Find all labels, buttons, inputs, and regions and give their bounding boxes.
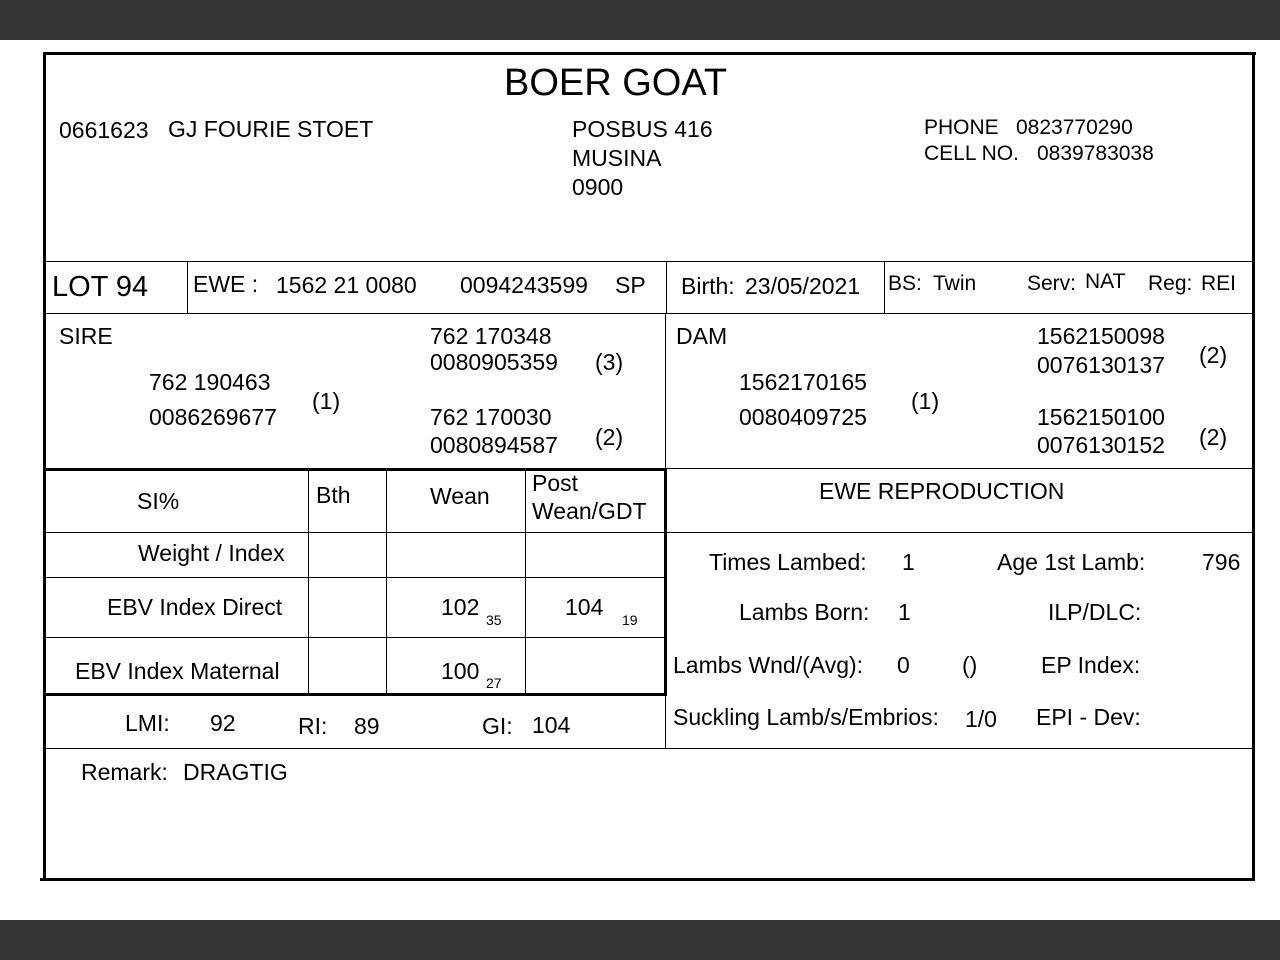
card-border-left [43, 52, 46, 881]
lot-divider-2 [666, 262, 667, 313]
si-table-col-line-3 [525, 470, 526, 694]
ewe-id: 1562 21 0080 [276, 272, 417, 298]
reg-value: REI [1201, 272, 1237, 295]
ewe-label: EWE : [193, 271, 259, 297]
breeder-name: GJ FOURIE STOET [168, 116, 374, 142]
top-band [0, 0, 1280, 40]
ebv-maternal-label: EBV Index Maternal [75, 658, 280, 684]
card-border-bottom [40, 878, 1252, 881]
post-header-line2: Wean/GDT [532, 498, 647, 524]
weight-index-label: Weight / Index [138, 540, 285, 566]
ep-index-label: EP Index: [1041, 652, 1141, 678]
si-table-bottom-line [44, 693, 667, 696]
si-table-row-line-3 [44, 637, 665, 638]
sire-id: 762 190463 [149, 369, 271, 395]
suckling-value: 1/0 [965, 706, 997, 732]
phone-label: PHONE [924, 116, 999, 139]
dam-label: DAM [676, 323, 728, 349]
card-border-top [44, 52, 1256, 55]
ewe-registration: 0094243599 [460, 272, 588, 298]
si-table-row-line-1 [44, 532, 1254, 533]
cell-label: CELL NO. [924, 142, 1019, 165]
times-lambed-label: Times Lambed: [709, 549, 867, 575]
sire-registration: 0086269677 [149, 404, 277, 430]
lmi-value: 92 [210, 710, 236, 736]
suckling-label: Suckling Lamb/s/Embrios: [673, 704, 939, 730]
ebv-direct-wean-accuracy: 35 [486, 612, 502, 628]
dam-dam-grade: (2) [1199, 424, 1228, 450]
gi-value: 104 [532, 712, 571, 738]
ebv-direct-wean: 102 [441, 594, 480, 620]
lambs-weaned-value: 0 [897, 652, 910, 678]
bottom-band [0, 920, 1280, 960]
sire-dam-registration: 0080894587 [430, 432, 558, 458]
si-table-row-line-2 [44, 577, 665, 578]
epi-dev-label: EPI - Dev: [1036, 704, 1141, 730]
lot-number: LOT 94 [52, 271, 149, 303]
si-header: SI% [137, 488, 180, 514]
ebv-maternal-wean: 100 [441, 658, 480, 684]
si-table-col-line-1 [308, 470, 309, 694]
page-title: BOER GOAT [504, 62, 728, 104]
lot-divider-1 [187, 262, 188, 313]
address-line2: MUSINA [572, 145, 662, 171]
cell-number: 0839783038 [1037, 142, 1154, 165]
lmi-label: LMI: [125, 710, 170, 736]
ebv-direct-post-accuracy: 19 [622, 612, 638, 628]
ri-value: 89 [354, 713, 380, 739]
dam-id: 1562170165 [739, 369, 867, 395]
ri-label: RI: [298, 713, 328, 739]
reg-label: Reg: [1148, 272, 1193, 295]
birth-date: 23/05/2021 [745, 273, 861, 299]
bs-label: BS: [888, 272, 922, 295]
lot-divider-3 [884, 262, 885, 313]
reproduction-title: EWE REPRODUCTION [819, 478, 1065, 504]
times-lambed-value: 1 [902, 549, 915, 575]
bs-value: Twin [933, 272, 977, 295]
ebv-direct-label: EBV Index Direct [107, 594, 283, 620]
lambs-weaned-label: Lambs Wnd/(Avg): [673, 652, 864, 678]
serv-label: Serv: [1027, 272, 1077, 295]
indices-bottom-line [44, 748, 1254, 749]
age-first-lamb-label: Age 1st Lamb: [997, 549, 1146, 575]
phone-number: 0823770290 [1016, 116, 1133, 139]
ebv-direct-post: 104 [565, 594, 604, 620]
ebv-maternal-wean-accuracy: 27 [486, 675, 502, 691]
sire-sire-id: 762 170348 [430, 323, 552, 349]
remark-label: Remark: [81, 759, 168, 785]
ilp-dlc-label: ILP/DLC: [1048, 599, 1142, 625]
post-header-line1: Post [532, 470, 579, 496]
dam-sire-grade: (2) [1199, 342, 1228, 368]
sire-dam-id: 762 170030 [430, 404, 552, 430]
birth-label: Birth: [681, 273, 735, 299]
wean-header: Wean [430, 483, 490, 509]
sire-sire-registration: 0080905359 [430, 349, 558, 375]
sire-grade: (1) [312, 388, 341, 414]
gi-label: GI: [482, 713, 513, 739]
sire-dam-grade: (2) [595, 424, 624, 450]
lot-row-bottom-line [44, 313, 1254, 314]
si-table-col-line-2 [386, 470, 387, 694]
dam-dam-registration: 0076130152 [1037, 432, 1165, 458]
age-first-lamb-value: 796 [1202, 549, 1241, 575]
lambs-born-value: 1 [898, 599, 911, 625]
lambs-weaned-average: () [962, 652, 978, 678]
bth-header: Bth [316, 482, 351, 508]
ewe-code: SP [615, 272, 646, 298]
dam-grade: (1) [911, 388, 940, 414]
sire-label: SIRE [59, 323, 113, 349]
dam-sire-registration: 0076130137 [1037, 352, 1165, 378]
address-line1: POSBUS 416 [572, 116, 713, 142]
si-table-right-line [664, 468, 667, 696]
card-border-right [1252, 52, 1255, 881]
dam-registration: 0080409725 [739, 404, 867, 430]
dam-sire-id: 1562150098 [1037, 323, 1165, 349]
dam-dam-id: 1562150100 [1037, 404, 1165, 430]
breeder-code: 0661623 [59, 117, 149, 143]
address-line3: 0900 [572, 174, 624, 200]
sire-sire-grade: (3) [595, 349, 624, 375]
serv-value: NAT [1085, 270, 1126, 293]
lambs-born-label: Lambs Born: [739, 599, 870, 625]
remark-value: DRAGTIG [183, 759, 288, 785]
lot-row-top-line [44, 261, 1254, 262]
